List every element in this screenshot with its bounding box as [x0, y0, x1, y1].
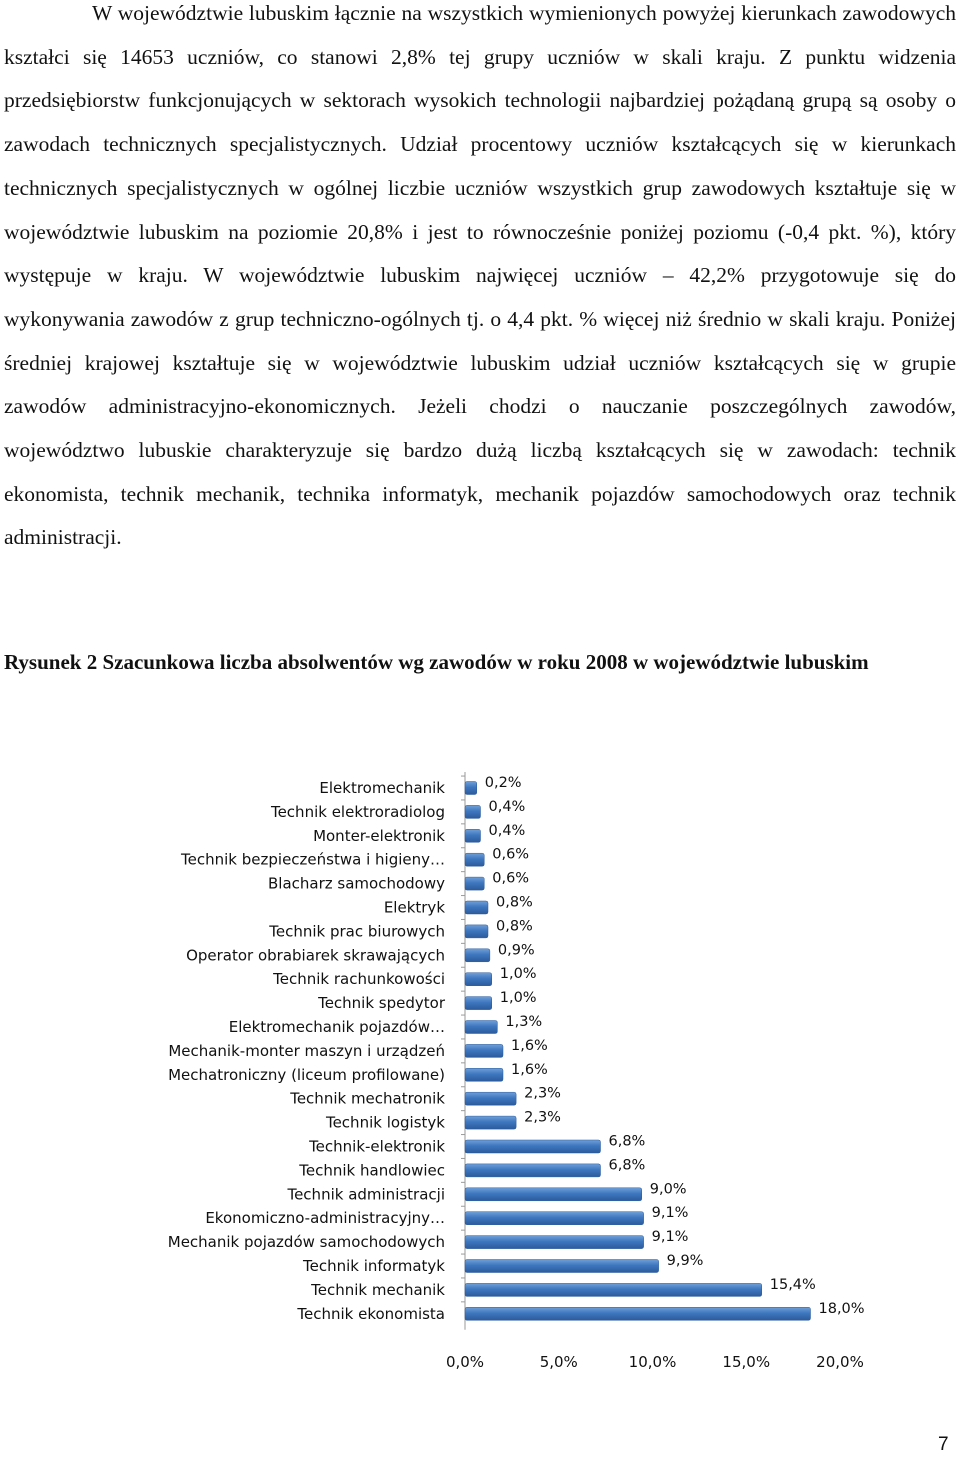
- bar: [465, 1140, 601, 1153]
- category-label: Technik spedytor: [318, 994, 445, 1013]
- category-label: Technik-elektronik: [309, 1137, 445, 1156]
- bar: [465, 925, 488, 938]
- x-tick-label: 0,0%: [445, 1352, 485, 1371]
- data-label: 6,8%: [608, 1133, 646, 1150]
- category-label: Technik handlowiec: [299, 1161, 445, 1180]
- bar: [465, 1307, 811, 1320]
- category-label: Technik prac biurowych: [269, 922, 445, 941]
- category-label: Elektryk: [383, 898, 445, 917]
- bar: [465, 1092, 516, 1105]
- data-label: 0,8%: [496, 894, 533, 911]
- bar: [465, 1236, 644, 1249]
- category-label: Technik mechanik: [311, 1280, 445, 1299]
- x-tick-label: 20,0%: [816, 1352, 864, 1371]
- category-label: Blacharz samochodowy: [268, 874, 445, 893]
- paragraph-sentence-group-1: W województwie lubuskim łącznie na wszystkich wymienionych powyżej kierunkach zawodowych kształci się 14653 uczniów, co stanowi 2,8% tej grupy uczniów w skali kraju. Z punktu widzenia przedsiębiorstw funkcjonujących w sektorach wysokich technologii najbardziej pożądaną grupą są osoby o zawodach technicznych specjalistycznych.: [4, 1, 956, 157]
- data-label: 0,4%: [488, 822, 526, 839]
- category-label: Elektromechanik: [319, 779, 445, 797]
- category-label: Technik rachunkowości: [273, 970, 445, 989]
- bar: [465, 805, 481, 818]
- bar: [465, 1021, 497, 1034]
- data-label: 1,0%: [499, 990, 537, 1007]
- category-label: Technik elektroradiolog: [270, 802, 445, 821]
- chart-container: [0, 750, 960, 1390]
- category-label: Mechanik pojazdów samochodowych: [167, 1233, 445, 1252]
- data-label: 1,3%: [505, 1014, 543, 1030]
- figure-caption: Rysunek 2 Szacunkowa liczba absolwentów wg zawodów w roku 2008 w województwie lubuskim: [4, 650, 869, 674]
- bar: [465, 1116, 516, 1129]
- bar: [465, 901, 488, 914]
- category-label: Technik administracji: [287, 1185, 445, 1204]
- data-label: 0,4%: [488, 798, 526, 815]
- x-tick-label: 5,0%: [539, 1352, 578, 1371]
- data-label: 0,9%: [497, 942, 535, 959]
- data-label: 15,4%: [769, 1276, 816, 1293]
- category-label: Technik ekonomista: [297, 1304, 445, 1323]
- category-label: Technik bezpieczeństwa i higieny…: [181, 850, 445, 869]
- bar: [465, 1188, 642, 1201]
- data-label: 0,8%: [496, 918, 533, 935]
- bar: [465, 877, 484, 890]
- paragraph-sentence-group-3: W województwie lubuskim najwięcej uczniów – 42,2% przygotowuje się do wykonywania zawodów z grup techniczno-ogólnych tj. o 4,4 pkt. % więcej niż średnio w skali kraju. Poniżej średniej krajowej kształtuje się w województwie lubuskim udział uczniów kształcących się w grupie zawodów administracyjno-ekonomicznych. Jeżeli chodzi o nauczanie poszczególnych zawodów, województwo lubuskie charakteryzuje się bardzo dużą liczbą kształcących się w zawodach: technik ekonomista, technik mechanik, technika informatyk, mechanik pojazdów samochodowych oraz technik administracji.: [4, 263, 956, 550]
- data-label: 1,6%: [511, 1061, 548, 1078]
- bar: [465, 1044, 503, 1057]
- category-label: Ekonomiczno-administracyjny…: [205, 1209, 445, 1228]
- data-label: 0,6%: [492, 846, 530, 863]
- bar: [465, 853, 484, 866]
- data-label: 6,8%: [608, 1157, 646, 1174]
- category-label: Monter-elektronik: [313, 826, 445, 845]
- body-paragraph: [4, 0, 956, 560]
- category-label: Technik mechatronik: [290, 1089, 445, 1108]
- category-label: Technik logistyk: [325, 1113, 445, 1132]
- data-label: 9,1%: [651, 1205, 689, 1222]
- bar: [465, 829, 481, 842]
- bar: [465, 1212, 644, 1225]
- category-label: Technik informatyk: [302, 1257, 445, 1275]
- x-tick-label: 10,0%: [628, 1352, 677, 1371]
- bar: [465, 949, 490, 962]
- data-label: 18,0%: [818, 1300, 865, 1317]
- data-label: 0,2%: [484, 775, 522, 791]
- bar-chart: [0, 750, 960, 1390]
- bar: [465, 1283, 762, 1296]
- data-label: 9,0%: [649, 1181, 687, 1198]
- page-number: 7: [938, 1434, 949, 1455]
- bar: [465, 782, 477, 795]
- bar: [465, 1164, 601, 1177]
- bar: [465, 997, 492, 1010]
- data-label: 1,0%: [499, 966, 537, 983]
- data-label: 0,6%: [492, 870, 530, 887]
- data-label: 2,3%: [524, 1085, 561, 1102]
- paragraph-sentence-group-2: Udział procentowy uczniów kształcących się w kierunkach technicznych specjalistycznych w ogólnej liczbie uczniów wszystkich grup zawodowych kształtuje się w województwie lubuskim na poziomie 20,8% i jest to równocześnie poniżej poziomu (-0,4 pkt. %), który występuje w kraju.: [4, 132, 956, 288]
- category-label: Operator obrabiarek skrawających: [186, 946, 445, 965]
- bar: [465, 1068, 503, 1081]
- category-label: Elektromechanik pojazdów…: [228, 1018, 445, 1036]
- x-tick-label: 15,0%: [722, 1352, 771, 1371]
- data-label: 2,3%: [524, 1109, 561, 1126]
- bar: [465, 1260, 659, 1273]
- category-label: Mechanik-monter maszyn i urządzeń: [168, 1041, 445, 1060]
- data-label: 9,9%: [666, 1253, 704, 1269]
- data-label: 1,6%: [511, 1037, 548, 1054]
- category-label: Mechatroniczny (liceum profilowane): [168, 1065, 445, 1084]
- data-label: 9,1%: [651, 1229, 689, 1246]
- bar: [465, 973, 492, 986]
